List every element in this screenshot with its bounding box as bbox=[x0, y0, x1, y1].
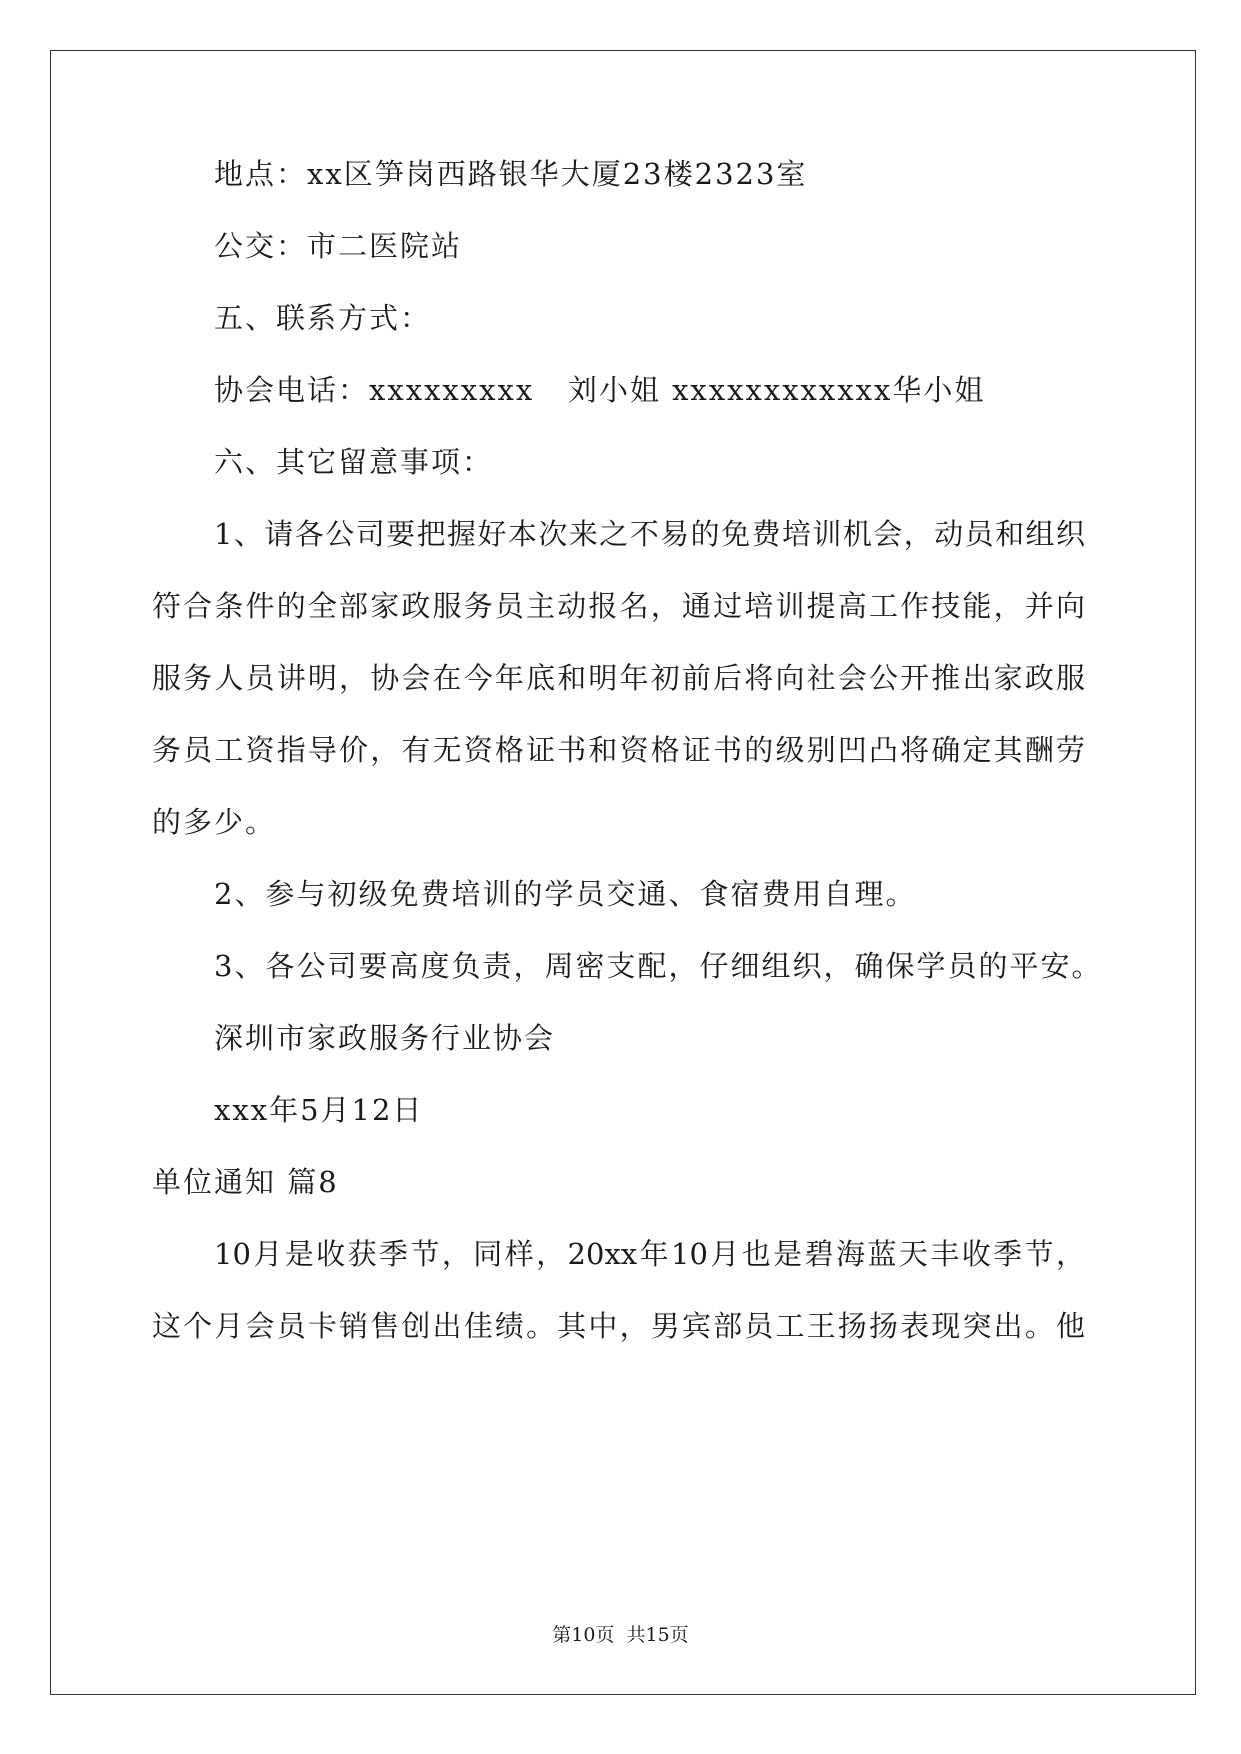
paragraph-line: 10月是收获季节，同样，20xx年10月也是碧海蓝天丰收季节， bbox=[214, 1237, 1085, 1271]
section-six-heading: 六、其它留意事项： bbox=[214, 445, 494, 479]
item-three: 3、各公司要高度负责，周密支配，仔细组织，确保学员的平安。 bbox=[214, 949, 1103, 983]
paragraph-line: 服务人员讲明，协会在今年底和明年初前后将向社会公开推出家政服 bbox=[152, 661, 1085, 695]
signature-date: xxx年5月12日 bbox=[214, 1093, 424, 1127]
signature-organization: 深圳市家政服务行业协会 bbox=[214, 1021, 556, 1055]
bus-line: 公交：市二医院站 bbox=[214, 229, 463, 263]
paragraph-line: 这个月会员卡销售创出佳绩。其中，男宾部员工王扬扬表现突出。他 bbox=[152, 1309, 1085, 1343]
page-border bbox=[50, 50, 1196, 1695]
location-line: 地点：xx区笋岗西路银华大厦23楼2323室 bbox=[214, 157, 808, 191]
paragraph-line: 务员工资指导价，有无资格证书和资格证书的级别凹凸将确定其酬劳 bbox=[152, 733, 1085, 767]
item-two: 2、参与初级免费培训的学员交通、食宿费用自理。 bbox=[214, 877, 917, 911]
contact-phone-line: 协会电话：xxxxxxxxx 刘小姐 xxxxxxxxxxxx华小姐 bbox=[214, 373, 986, 407]
section-title: 单位通知 篇8 bbox=[152, 1165, 339, 1199]
paragraph-line: 的多少。 bbox=[152, 805, 277, 839]
section-five-heading: 五、联系方式： bbox=[214, 301, 432, 335]
page-number: 第10页 共15页 bbox=[552, 1624, 689, 1646]
paragraph-line: 1、请各公司要把握好本次来之不易的免费培训机会，动员和组织 bbox=[214, 517, 1085, 551]
paragraph-line: 符合条件的全部家政服务员主动报名，通过培训提高工作技能，并向 bbox=[152, 589, 1085, 623]
